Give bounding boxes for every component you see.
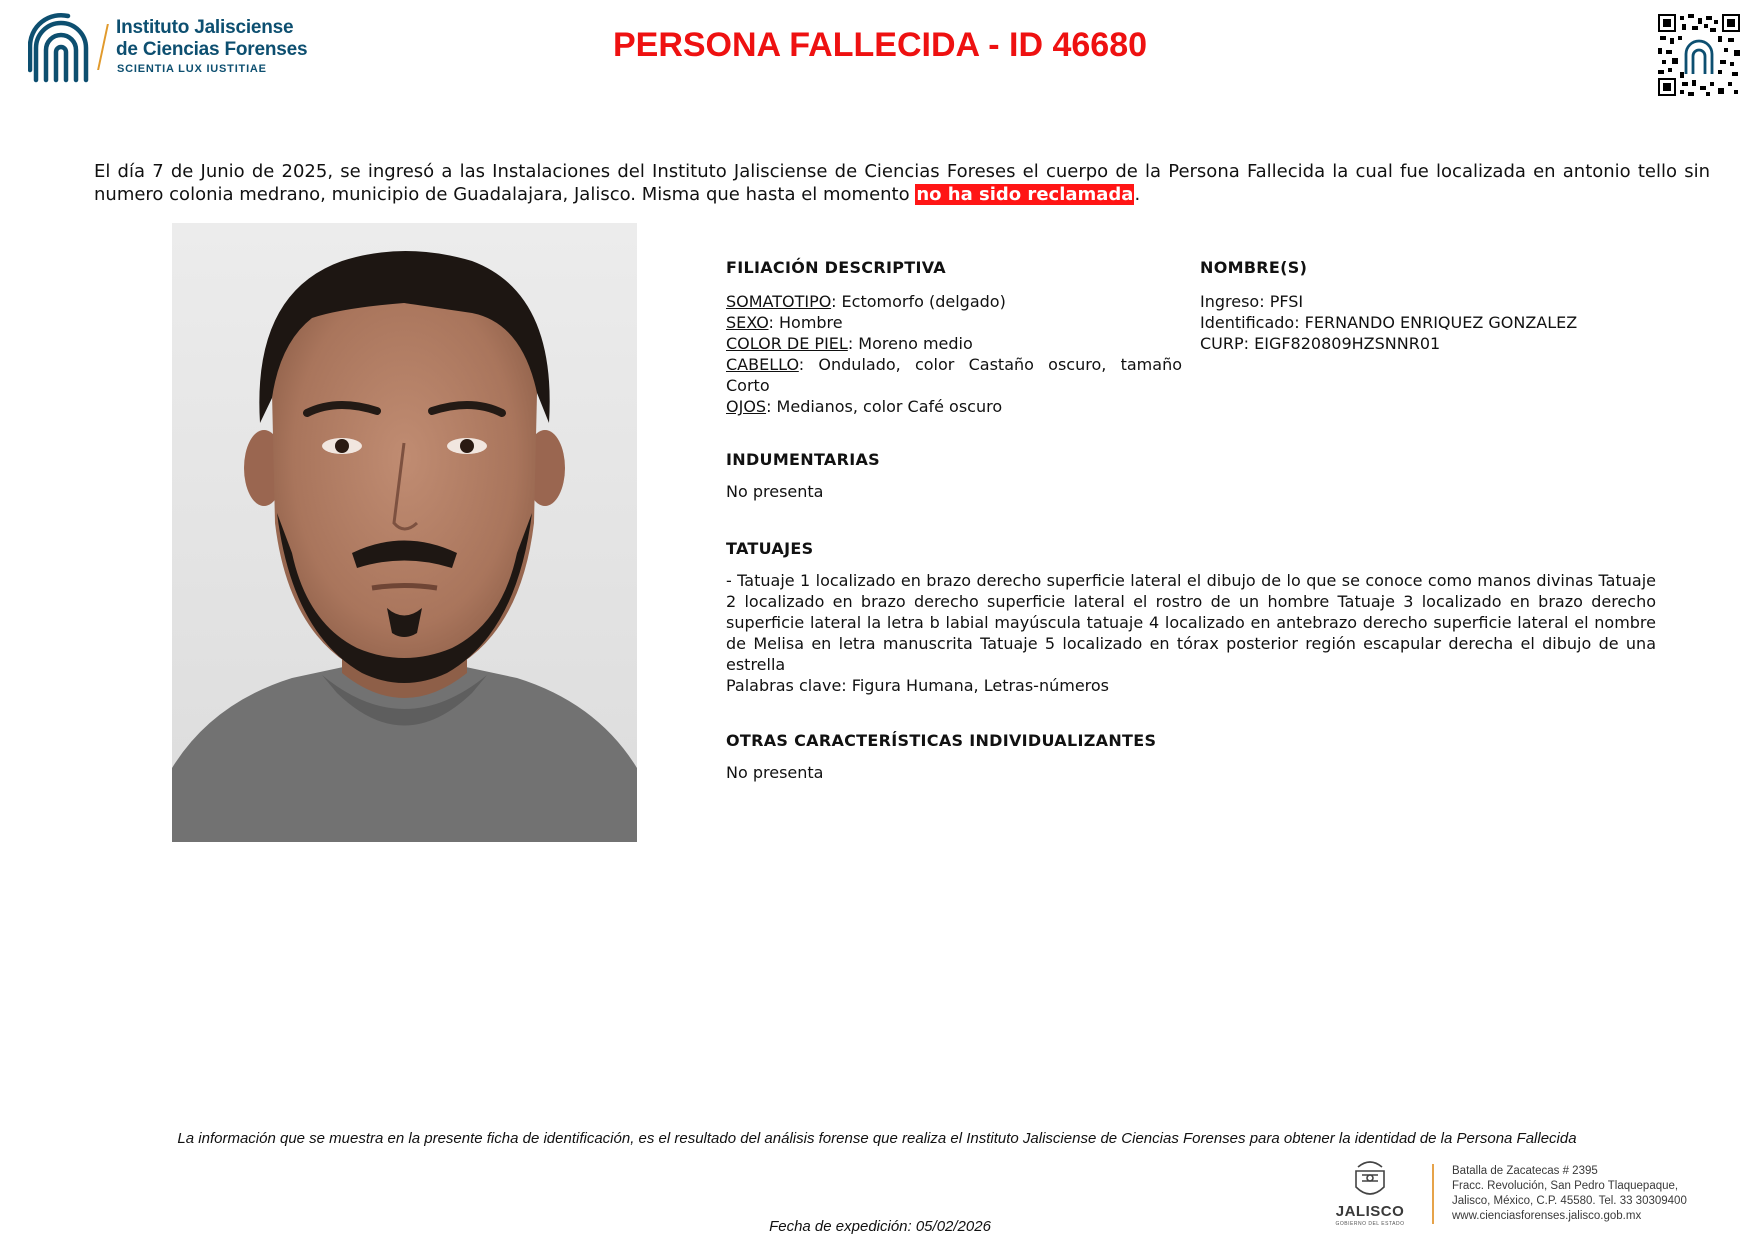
disclaimer-text: La información que se muestra en la presente ficha de identificación, es el resultado del análisis forense que realiza el Instituto Jalisciense de Ciencias Forenses para obtener la identidad de la Persona Fallecida [177,1130,1577,1147]
tatuajes-keywords: Palabras clave: Figura Humana, Letras-números [726,676,1110,695]
institute-name-line1: Instituto Jalisciense [116,17,294,38]
indumentarias-section [726,450,1656,502]
filiacion-value: : Ondulado, color Castaño oscuro, tamaño Corto [726,355,1182,395]
logo-divider [97,24,109,70]
qr-code-icon[interactable] [1658,14,1740,96]
filiacion-value: : Ectomorfo (delgado) [831,292,1006,311]
institute-motto: SCIENTIA LUX IUSTITIAE [117,63,267,75]
intro-text: El día 7 de Junio de 2025, se ingresó a las Instalaciones del Instituto Jalisciense de Ciencias Foreses el cuerpo de la Persona Fallecida la cual fue localizada en antonio tello sin numero colonia medrano, municipio de Guadalajara, Jalisco. Misma que hasta el momento [94,161,1710,205]
nombres-section [1200,258,1700,354]
person-photo [172,223,637,842]
fingerprint-logo-icon [28,10,94,84]
filiacion-item [726,354,1182,396]
address-block [1452,1164,1747,1224]
filiacion-item [726,396,1182,417]
filiacion-item [726,333,1182,354]
filiacion-item [726,312,1182,333]
unclaimed-highlight: no ha sido reclamada [916,184,1134,205]
indumentarias-title: INDUMENTARIAS [726,450,880,469]
address-line: Fracc. Revolución, San Pedro Tlaquepaque, [1452,1180,1679,1192]
address-line: Batalla de Zacatecas # 2395 [1452,1165,1598,1177]
issue-date: Fecha de expedición: 05/02/2026 [769,1218,991,1235]
address-divider [1432,1164,1434,1224]
address-line: Jalisco, México, C.P. 45580. Tel. 33 30309400 [1452,1195,1687,1207]
nombres-line: Ingreso: PFSI [1200,292,1304,311]
filiacion-value: : Medianos, color Café oscuro [766,397,1003,416]
filiacion-label: SOMATOTIPO [726,292,832,311]
tatuajes-section [726,539,1656,696]
filiacion-label: CABELLO [726,355,799,374]
tatuajes-text: - Tatuaje 1 localizado en brazo derecho superficie lateral el dibujo de lo que se conoce como manos divinas Tatuaje 2 localizado en brazo derecho superficie lateral el rostro de un hombre Tatuaje 3 localizado en brazo derecho superficie lateral la letra b labial mayúscula tatuaje 4 localizado en antebrazo derecho superficie lateral el nombre de Melisa en letra manuscrita Tatuaje 5 localizado en tórax posterior región escapular derecha el dibujo de una estrella [726,571,1656,674]
filiacion-value: : Hombre [768,313,843,332]
filiacion-item [726,291,1182,312]
institute-logo [28,10,348,85]
indumentarias-text: No presenta [726,482,824,501]
institute-name-line2: de Ciencias Forenses [116,39,308,60]
filiacion-label: COLOR DE PIEL [726,334,848,353]
jalisco-logo [1330,1157,1410,1229]
intro-paragraph [94,160,1710,206]
nombres-list [1200,291,1700,354]
intro-end: . [1134,184,1141,205]
page-title: PERSONA FALLECIDA - ID 46680 [612,26,1148,64]
otras-text: No presenta [726,763,824,782]
filiacion-list [726,291,1182,417]
otras-title: OTRAS CARACTERÍSTICAS INDIVIDUALIZANTES [726,731,1157,750]
filiacion-title: FILIACIÓN DESCRIPTIVA [726,258,946,277]
tatuajes-title: TATUAJES [726,539,814,558]
filiacion-label: OJOS [726,397,767,416]
jalisco-crest-icon [1352,1157,1388,1201]
nombres-title: NOMBRE(S) [1200,258,1308,277]
filiacion-label: SEXO [726,313,769,332]
filiacion-value: : Moreno medio [847,334,973,353]
website-link[interactable]: www.cienciasforenses.jalisco.gob.mx [1452,1210,1642,1222]
jalisco-sub: GOBIERNO DEL ESTADO [1335,1221,1405,1227]
filiacion-section [726,258,1182,417]
jalisco-name: JALISCO [1335,1203,1405,1220]
otras-section [726,731,1656,783]
nombres-line: CURP: EIGF820809HZSNNR01 [1200,334,1441,353]
nombres-line: Identificado: FERNANDO ENRIQUEZ GONZALEZ [1200,313,1578,332]
